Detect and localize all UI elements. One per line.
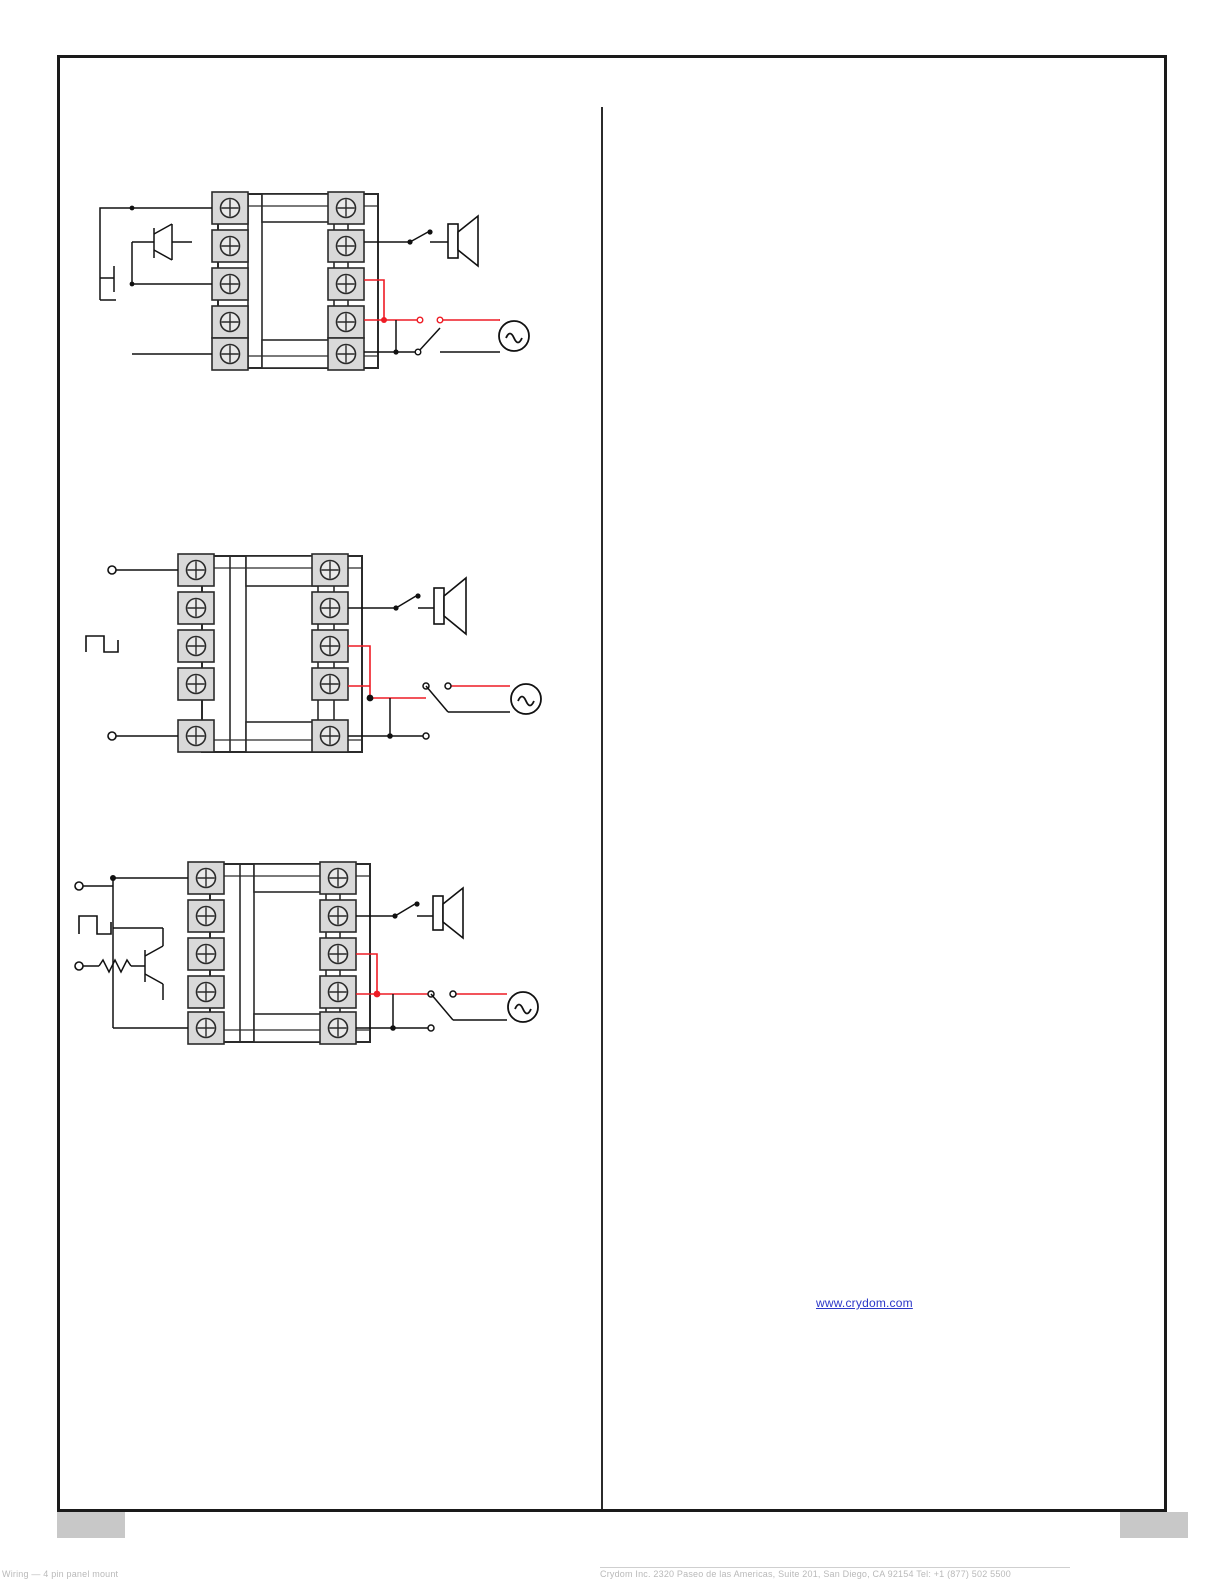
speaker-load bbox=[448, 216, 478, 266]
speaker-load bbox=[433, 888, 463, 938]
source-wire bbox=[364, 320, 500, 352]
input-terminal bbox=[108, 732, 116, 740]
junction-dot bbox=[130, 206, 135, 211]
pulse-waveform-icon bbox=[79, 916, 111, 934]
output-load-circuit bbox=[348, 596, 434, 608]
relay-left-terminals bbox=[212, 192, 248, 370]
source-wire bbox=[348, 686, 510, 736]
diagram-1-wiring-schematic bbox=[80, 180, 600, 400]
input-terminal bbox=[75, 962, 83, 970]
diagram-3-wiring-schematic bbox=[45, 850, 605, 1070]
website-link[interactable]: www.crydom.com bbox=[816, 1296, 913, 1310]
footer-left-text: Wiring — 4 pin panel mount bbox=[2, 1569, 119, 1579]
column-divider bbox=[601, 107, 603, 1509]
input-terminal bbox=[108, 566, 116, 574]
relay-left-terminals bbox=[188, 862, 224, 1044]
ac-source-symbol bbox=[499, 320, 529, 351]
footer-center-text: Crydom Inc. 2320 Paseo de las Americas, Suite 201, San Diego, CA 92154 Tel: +1 (877) 502 5500 bbox=[600, 1569, 1011, 1579]
junction-dot bbox=[130, 282, 135, 287]
relay-left-terminals bbox=[178, 554, 214, 752]
page-tab-left bbox=[57, 1512, 125, 1538]
footer-strip bbox=[0, 1566, 1225, 1585]
page-tab-right bbox=[1120, 1512, 1188, 1538]
input-control-circuit bbox=[83, 878, 188, 1028]
relay-right-terminals bbox=[328, 192, 364, 370]
source-wire bbox=[356, 994, 507, 1028]
input-control-circuit bbox=[100, 208, 212, 354]
pulse-waveform-icon bbox=[86, 636, 118, 652]
diagram-2-wiring-schematic bbox=[70, 540, 590, 790]
red-wire bbox=[356, 954, 507, 994]
red-wire bbox=[364, 280, 500, 320]
input-leads bbox=[116, 570, 178, 736]
footer-rule bbox=[600, 1567, 1070, 1568]
input-terminal bbox=[75, 882, 83, 890]
ac-source-symbol bbox=[508, 992, 538, 1022]
ac-source-symbol bbox=[511, 684, 541, 714]
relay-right-terminals bbox=[312, 554, 348, 752]
relay-right-terminals bbox=[320, 862, 356, 1044]
output-load-circuit bbox=[364, 232, 448, 242]
speaker-load bbox=[434, 578, 466, 634]
